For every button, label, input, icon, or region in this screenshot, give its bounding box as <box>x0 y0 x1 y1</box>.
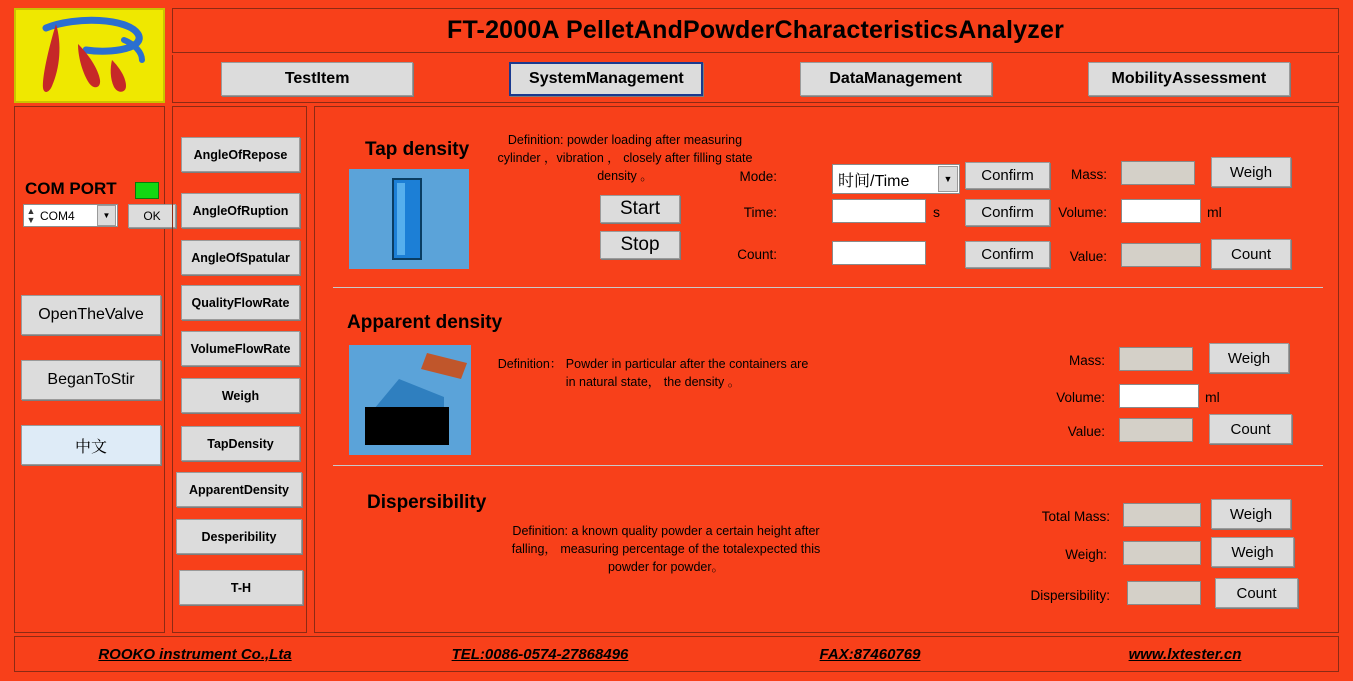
test-item-angleofrepose[interactable]: AngleOfRepose <box>181 137 300 172</box>
time-confirm-button[interactable]: Confirm <box>965 199 1050 226</box>
tap-value-value[interactable] <box>1121 243 1201 267</box>
dispersibility-weigh-label: Weigh: <box>1065 547 1107 562</box>
footer-company[interactable]: ROOKO instrument Co.,Lta <box>98 645 292 663</box>
tap-mass-value[interactable] <box>1121 161 1195 185</box>
test-item-desperibility[interactable]: Desperibility <box>176 519 302 554</box>
footer-website[interactable]: www.lxtester.cn <box>1128 645 1242 663</box>
apparent-volume-input[interactable] <box>1119 384 1199 408</box>
main-content <box>314 106 1339 633</box>
company-logo <box>14 8 165 103</box>
test-item-th[interactable]: T-H <box>179 570 303 605</box>
open-the-valve-button[interactable]: OpenTheValve <box>21 295 161 335</box>
tap-volume-unit: ml <box>1207 204 1222 220</box>
menu-item-testitem[interactable]: TestItem <box>221 62 413 96</box>
tap-density-definition-text: powder loading after measuring cylinder ，vibration ， closely after filling state density 。 <box>497 133 753 183</box>
com-port-value: COM4 <box>40 208 75 223</box>
time-unit: s <box>933 204 940 220</box>
total-mass-label: Total Mass: <box>1041 509 1110 524</box>
count-input[interactable] <box>832 241 926 265</box>
tap-count-button[interactable]: Count <box>1211 239 1291 269</box>
com-ok-button[interactable]: OK <box>128 204 176 228</box>
test-item-weigh[interactable]: Weigh <box>181 378 300 413</box>
dispersibility-title: Dispersibility <box>367 492 487 513</box>
tap-density-image <box>349 169 469 269</box>
dispersibility-weigh-button[interactable]: Weigh <box>1211 537 1294 567</box>
dispersibility-result-value[interactable] <box>1127 581 1201 605</box>
dispersibility-definition-text: a known quality powder a certain height after falling， measuring percentage of the totalexpected this powder for powder。 <box>511 524 821 574</box>
footer-fax[interactable]: FAX:87460769 <box>819 645 921 663</box>
start-button[interactable]: Start <box>600 195 680 223</box>
count-confirm-button[interactable]: Confirm <box>965 241 1050 268</box>
dispersibility-count-button[interactable]: Count <box>1215 578 1298 608</box>
dispersibility-result-label: Dispersibility: <box>1030 588 1110 603</box>
chevron-down-icon[interactable]: ▼ <box>97 205 116 226</box>
tap-value-label: Value: <box>1069 249 1107 264</box>
mode-label: Mode: <box>739 169 777 184</box>
menu-item-mobilityassessment[interactable]: MobilityAssessment <box>1088 62 1290 96</box>
apparent-weigh-button[interactable]: Weigh <box>1209 343 1289 373</box>
menu-item-systemmanagement[interactable]: SystemManagement <box>509 62 703 96</box>
dispersibility-weigh-value[interactable] <box>1123 541 1201 565</box>
dispersibility-definition <box>501 522 831 576</box>
test-item-tapdensity[interactable]: TapDensity <box>181 426 300 461</box>
test-item-angleofspatular[interactable]: AngleOfSpatular <box>181 240 300 275</box>
dispersibility-definition-lead: Definition: <box>512 524 569 538</box>
apparent-density-definition <box>493 355 813 391</box>
tap-density-definition <box>490 131 760 185</box>
test-item-apparentdensity[interactable]: ApparentDensity <box>176 472 302 507</box>
apparent-volume-unit: ml <box>1205 389 1220 405</box>
apparent-mass-value[interactable] <box>1119 347 1193 371</box>
test-item-angleofruption[interactable]: AngleOfRuption <box>181 193 300 228</box>
com-port-select[interactable] <box>23 204 118 227</box>
left-sidebar <box>14 106 165 633</box>
total-mass-weigh-button[interactable]: Weigh <box>1211 499 1291 529</box>
com-status-led <box>135 182 159 199</box>
tap-weigh-button[interactable]: Weigh <box>1211 157 1291 187</box>
main-menu-bar <box>172 55 1339 103</box>
tap-density-definition-lead: Definition: <box>507 133 564 147</box>
time-label: Time: <box>743 205 777 220</box>
title-bar <box>172 8 1339 53</box>
count-label: Count: <box>737 247 777 262</box>
divider-1 <box>333 287 1323 288</box>
mode-select[interactable] <box>832 164 960 194</box>
stop-button[interactable]: Stop <box>600 231 680 259</box>
test-item-list <box>172 106 307 633</box>
menu-item-datamanagement[interactable]: DataManagement <box>800 62 992 96</box>
page-title: FT-2000A PelletAndPowderCharacteristicsAnalyzer <box>446 16 1065 44</box>
test-item-qualityflowrate[interactable]: QualityFlowRate <box>181 285 300 320</box>
apparent-value-value[interactable] <box>1119 418 1193 442</box>
footer-tel[interactable]: TEL:0086-0574-27868496 <box>451 645 629 663</box>
apparent-volume-label: Volume: <box>1056 390 1105 405</box>
time-input[interactable] <box>832 199 926 223</box>
divider-2 <box>333 465 1323 466</box>
footer-bar <box>14 636 1339 672</box>
apparent-density-definition-text: Powder in particular after the containers are in natural state， the density 。 <box>565 357 809 389</box>
apparent-density-title: Apparent density <box>347 312 503 333</box>
apparent-density-definition-lead: Definition： <box>497 357 563 371</box>
tap-volume-input[interactable] <box>1121 199 1201 223</box>
tap-mass-label: Mass: <box>1070 167 1107 182</box>
apparent-mass-label: Mass: <box>1068 353 1105 368</box>
com-port-label: COM PORT <box>25 179 117 198</box>
mode-confirm-button[interactable]: Confirm <box>965 162 1050 189</box>
language-toggle-button[interactable]: 中文 <box>21 425 161 465</box>
mode-select-value: 时间/Time <box>838 172 910 190</box>
began-to-stir-button[interactable]: BeganToStir <box>21 360 161 400</box>
com-spinner-icon: ▲ ▼ <box>26 205 36 225</box>
total-mass-value[interactable] <box>1123 503 1201 527</box>
apparent-value-label: Value: <box>1067 424 1105 439</box>
apparent-count-button[interactable]: Count <box>1209 414 1292 444</box>
tap-volume-label: Volume: <box>1058 205 1107 220</box>
chevron-down-icon[interactable]: ▼ <box>938 166 958 192</box>
tap-density-title: Tap density <box>365 139 470 160</box>
test-item-volumeflowrate[interactable]: VolumeFlowRate <box>181 331 300 366</box>
apparent-density-image <box>349 345 471 455</box>
